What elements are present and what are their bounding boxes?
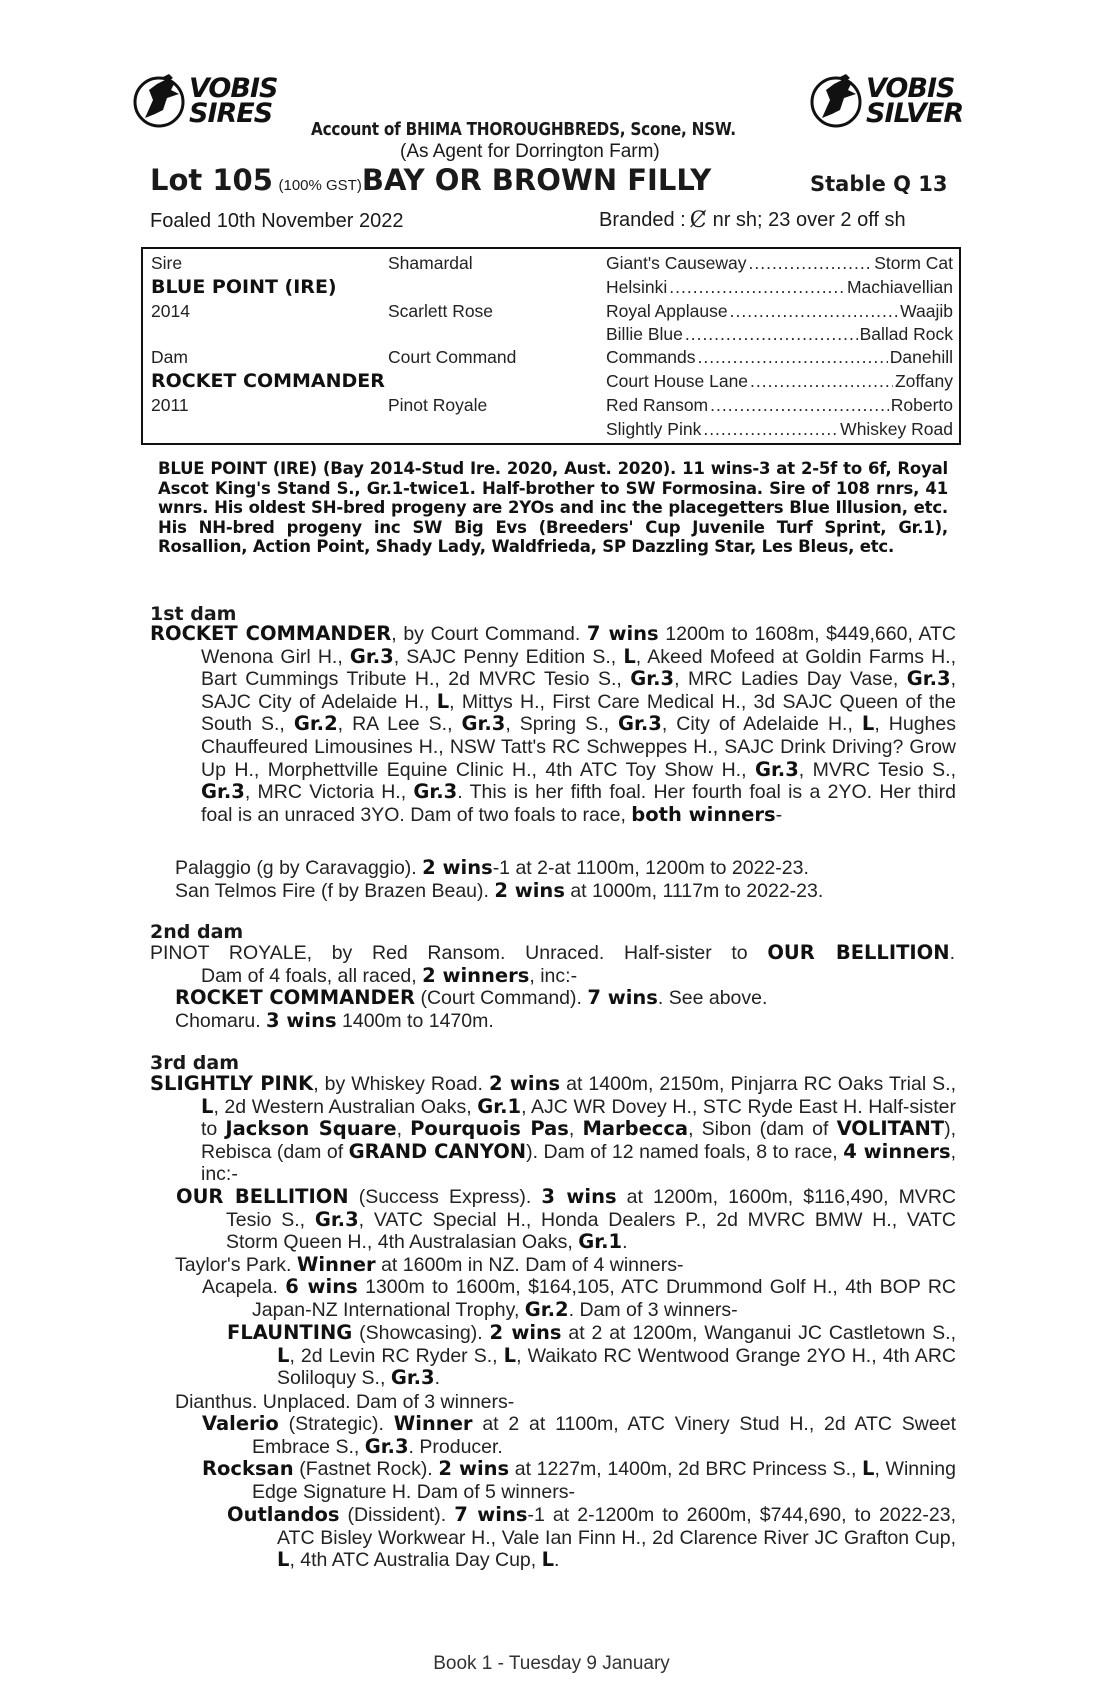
rearing-horse-icon <box>808 70 870 132</box>
logo-right-line1: VOBIS <box>866 73 955 104</box>
ancestor-row <box>606 277 953 298</box>
second-dam-line: ROCKET COMMANDER (Court Command). 7 wins. See above. <box>175 986 768 1009</box>
ancestor-left: Slightly Pink <box>606 419 702 439</box>
lot-description: BAY OR BROWN FILLY <box>361 163 712 197</box>
third-dam-progeny: OUR BELLITION (Success Express). 3 wins at 1200m, 1600m, $116,490, MVRC Tesio S., Gr.3, VATC Special H., Honda Dealers P., 2d MVRC BMW H., VATC Storm Queen H., 4th Australasian Oaks, Gr.1. <box>176 1185 957 1254</box>
dam-sire: Court Command <box>388 347 517 367</box>
third-dam-progeny: Outlandos (Dissident). 7 wins-1 at 2-1200m to 2600m, $744,690, to 2022-23, ATC Bisley Workwear H., Vale Ian Finn H., 2d Clarence River JC Grafton Cup, L, 4th ATC Australia Day Cup, L. <box>227 1503 956 1572</box>
logo-left-line2: SIRES <box>189 98 273 129</box>
third-dam-progeny: FLAUNTING (Showcasing). 2 wins at 2 at 1200m, Wanganui JC Castletown S., L, 2d Levin RC Ryder S., L, Waikato RC Wentwood Grange 2YO H., 4th ARC Soliloquy S., Gr.3. <box>227 1321 956 1390</box>
sire-summary: BLUE POINT (IRE) (Bay 2014-Stud Ire. 2020, Aust. 2020). 11 wins-3 at 2-5f to 6f, Royal Ascot King's Stand S., Gr.1-twice1. Half-brother to SW Formosina. Sire of 108 rnrs, 41 wnrs. His oldest SH-bred progeny are 2YOs and inc the placegetters Blue Illusion, etc. His NH-bred progeny inc SW Big Evs (Breeders' Cup Juvenile Turf Sprint, Gr.1), Rosallion, Action Point, Shady Lady, Waldfrieda, SP Dazzling Star, Les Bleus, etc. <box>158 459 948 556</box>
lot-number: Lot 105 <box>150 163 273 197</box>
page-footer: Book 1 - Tuesday 9 January <box>433 1653 670 1674</box>
rearing-horse-icon <box>131 70 193 132</box>
foaled-date: Foaled 10th November 2022 <box>150 210 404 232</box>
ancestor-row <box>606 371 953 392</box>
third-dam-heading: 3rd dam <box>150 1052 240 1074</box>
ancestor-right: Ballad Rock <box>859 324 953 344</box>
sire-label: Sire <box>151 253 183 273</box>
pedigree-table <box>141 247 961 445</box>
dam-year: 2011 <box>151 395 189 415</box>
brand-symbol: Ȼ <box>689 208 707 233</box>
third-dam-progeny: Dianthus. Unplaced. Dam of 3 winners- <box>175 1391 515 1413</box>
third-dam-progeny: Rocksan (Fastnet Rock). 2 wins at 1227m, 1400m, 2d BRC Princess S., L, Winning Edge Signature H. Dam of 5 winners- <box>202 1457 956 1503</box>
ancestor-right: Storm Cat <box>874 253 953 273</box>
sire-name: BLUE POINT (IRE) <box>151 276 337 298</box>
dam-label: Dam <box>151 347 188 367</box>
dam-name: ROCKET COMMANDER <box>151 370 385 392</box>
dam-name: SLIGHTLY PINK <box>150 1072 314 1095</box>
first-dam-heading: 1st dam <box>150 603 237 625</box>
logo-left-line1: VOBIS <box>189 73 278 104</box>
third-dam-progeny: Acapela. 6 wins 1300m to 1600m, $164,105, ATC Drummond Golf H., 4th BOP RC Japan-NZ International Trophy, Gr.2. Dam of 3 winners- <box>202 1275 956 1321</box>
ancestor-right: Whiskey Road <box>840 419 953 439</box>
ancestor-left: Court House Lane <box>606 371 749 391</box>
sire-dam: Scarlett Rose <box>388 301 494 321</box>
sire-sire: Shamardal <box>388 253 473 273</box>
branded-text: nr sh; 23 over 2 off sh <box>712 209 906 231</box>
ancestor-right: Zoffany <box>894 371 953 391</box>
branded-label: Branded : <box>599 209 686 231</box>
first-dam-paragraph: ROCKET COMMANDER, by Court Command. 7 wins 1200m to 1608m, $449,660, ATC Wenona Girl H., Gr.3, SAJC Penny Edition S., L, Akeed Mofeed at Goldin Farms H., Bart Cummings Tribute H., 2d MVRC Tesio S., Gr.3, MRC Ladies Day Vase, Gr.3, SAJC City of Adelaide H., L, Mittys H., First Care Medical H., 3d SAJC Queen of the South S., Gr.2, RA Lee S., Gr.3, Spring S., Gr.3, City of Adelaide H., L, Hughes Chauffeured Limousines H., NSW Tatt's RC Schweppes H., SAJC Drink Driving? Grow Up H., Morphettville Equine Clinic H., 4th ATC Toy Show H., Gr.3, MVRC Tesio S., Gr.3, MRC Victoria H., Gr.3. This is her fifth foal. Her fourth foal is a 2YO. Her third foal is an unraced 3YO. Dam of two foals to race, both winners- <box>150 622 956 826</box>
ancestor-row <box>606 395 953 416</box>
ancestor-row <box>606 301 953 322</box>
second-dam-heading: 2nd dam <box>150 921 244 943</box>
ancestor-left: Red Ransom <box>606 395 709 415</box>
second-dam-line: Dam of 4 foals, all raced, 2 winners, inc:- <box>201 964 578 987</box>
ancestor-left: Commands <box>606 347 696 367</box>
dam-name: ROCKET COMMANDER <box>150 622 392 645</box>
ancestor-left: Giant's Causeway <box>606 253 747 273</box>
ancestor-left: Billie Blue <box>606 324 683 344</box>
ancestor-row <box>606 324 953 345</box>
ancestor-right: Waajib <box>900 301 953 321</box>
progeny-line: San Telmos Fire (f by Brazen Beau). 2 wins at 1000m, 1117m to 2022-23. <box>175 879 824 902</box>
brand-info <box>599 208 906 233</box>
third-dam-paragraph: SLIGHTLY PINK, by Whiskey Road. 2 wins at 1400m, 2150m, Pinjarra RC Oaks Trial S., L, 2d Western Australian Oaks, Gr.1, AJC WR Dovey H., STC Ryde East H. Half-sister to Jackson Square, Pourquois Pas, Marbecca, Sibon (dam of VOLITANT), Rebisca (dam of GRAND CANYON). Dam of 12 named foals, 8 to race, 4 winners, inc:- <box>150 1072 957 1186</box>
gst-note: (100% GST) <box>278 177 362 194</box>
ancestor-row <box>606 253 953 274</box>
progeny-line: Palaggio (g by Caravaggio). 2 wins-1 at 2-at 1100m, 1200m to 2022-23. <box>175 856 809 879</box>
ancestor-left: Helsinki <box>606 277 668 297</box>
ancestor-left: Royal Applause <box>606 301 728 321</box>
lot-line <box>150 163 711 197</box>
sire-year: 2014 <box>151 301 190 321</box>
ancestor-right: Roberto <box>890 395 953 415</box>
second-dam-line: Chomaru. 3 wins 1400m to 1470m. <box>175 1009 494 1032</box>
third-dam-progeny: Taylor's Park. Winner at 1600m in NZ. Dam of 4 winners- <box>175 1253 684 1276</box>
vendor-account: Account of BHIMA THOROUGHBREDS, Scone, NSW. <box>311 119 736 140</box>
ancestor-row <box>606 347 953 368</box>
second-dam-line: PINOT ROYALE, by Red Ransom. Unraced. Half-sister to OUR BELLITION. <box>150 941 955 964</box>
vendor-agent: (As Agent for Dorrington Farm) <box>400 141 660 162</box>
ancestor-row <box>606 419 953 440</box>
stable-location: Stable Q 13 <box>810 172 948 196</box>
dam-dam: Pinot Royale <box>388 395 488 415</box>
third-dam-progeny: Valerio (Strategic). Winner at 2 at 1100m, ATC Vinery Stud H., 2d ATC Sweet Embrace S., Gr.3. Producer. <box>202 1412 956 1458</box>
ancestor-right: Danehill <box>889 347 953 367</box>
logo-right-line2: SILVER <box>866 98 964 129</box>
vobis-sires-logo <box>131 70 277 132</box>
ancestor-right: Machiavellian <box>846 277 953 297</box>
vobis-silver-logo <box>808 70 963 132</box>
